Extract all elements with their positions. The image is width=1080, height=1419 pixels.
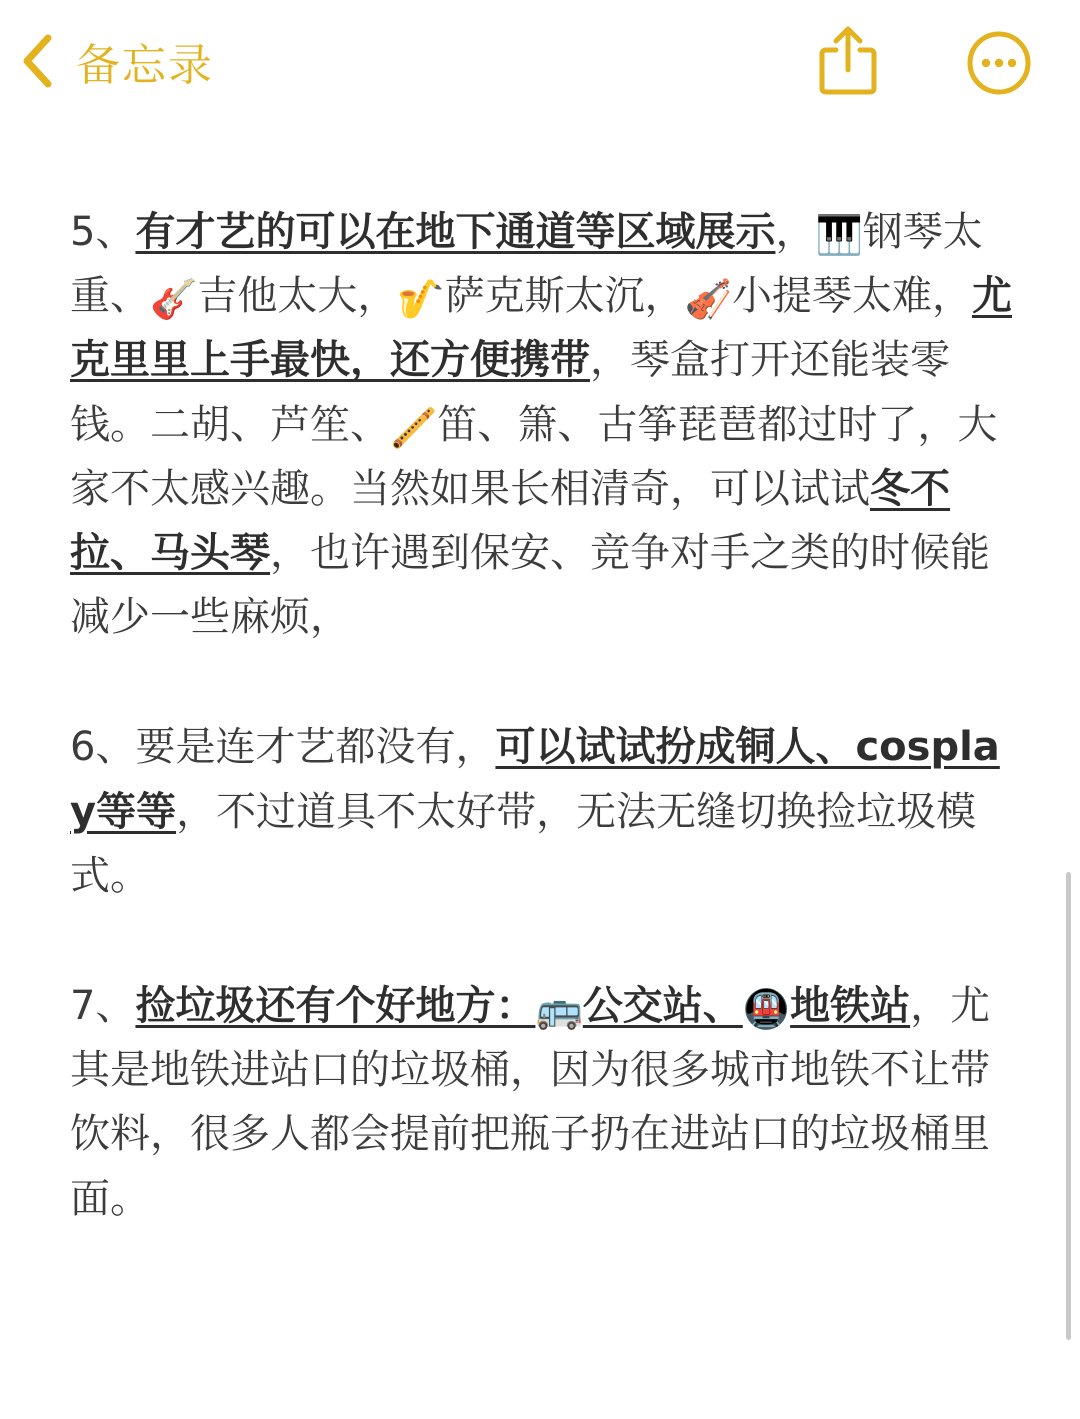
more-button[interactable] (966, 30, 1032, 96)
emphasis-text: 可以试试扮成铜人、cosplay等等 (70, 724, 1000, 835)
scrollbar-thumb[interactable] (1066, 872, 1071, 1340)
emphasis-text: 尤克里里上手最快，还方便携带 (70, 273, 1012, 384)
chevron-left-icon (20, 32, 54, 90)
back-button[interactable] (20, 28, 214, 94)
emphasis-text: 捡垃圾还有个好地方： (135, 983, 536, 1030)
emphasis-text: 有才艺的可以在地下通道等区域展示 (135, 209, 776, 255)
text: 7、 (70, 983, 136, 1030)
note-paragraph-7 (70, 974, 1015, 1231)
share-icon (816, 83, 880, 102)
text: 钢琴太重、 (70, 209, 983, 320)
text: 6、要是连才艺都没有， (70, 724, 496, 771)
text: ，尤其是地铁进站口的垃圾桶，因为很多城市地铁不让带饮料，很多人都会提前把瓶子扔在进站口的垃圾桶里面。 (70, 983, 991, 1222)
text: 5、 (70, 209, 136, 255)
text: 萨克斯太沉， (444, 273, 685, 320)
scrollbar[interactable] (1066, 0, 1074, 1419)
text: ， (775, 209, 816, 255)
emphasis-text: 冬不拉、马头琴 (70, 465, 950, 577)
saxophone-icon: 🎷 (397, 277, 445, 322)
piano-icon: 🎹 (815, 213, 863, 257)
text: ，不过道具不太好带，无法无缝切换捡垃圾模式。 (70, 788, 977, 899)
flute-icon: 🪈 (390, 405, 438, 450)
note-body[interactable] (70, 200, 1015, 1231)
navigation-bar (0, 0, 1080, 124)
emphasis-text: 公交站、 (582, 983, 743, 1030)
share-button[interactable] (816, 24, 880, 98)
text: 小提琴太难， (731, 273, 972, 320)
note-paragraph-6 (70, 715, 1015, 908)
metro-icon: 🚇 (742, 987, 791, 1032)
emphasis-text: 地铁站 (790, 983, 911, 1030)
text: 笛、箫、古筝琵琶都过时了，大家不太感兴趣。当然如果长相清奇，可以试试 (70, 401, 998, 512)
text: ，琴盒打开还能装零钱。二胡、芦笙、 (70, 337, 950, 448)
ellipsis-circle-icon (966, 81, 1032, 100)
guitar-icon: 🎸 (150, 277, 198, 322)
note-paragraph-5 (70, 200, 1015, 649)
text: 吉他太大， (197, 273, 398, 320)
text: ，也许遇到保安、竞争对手之类的时候能减少一些麻烦， (70, 530, 990, 641)
bus-icon: 🚌 (535, 987, 583, 1032)
back-label: 备忘录 (76, 40, 214, 91)
violin-icon: 🎻 (684, 277, 732, 322)
